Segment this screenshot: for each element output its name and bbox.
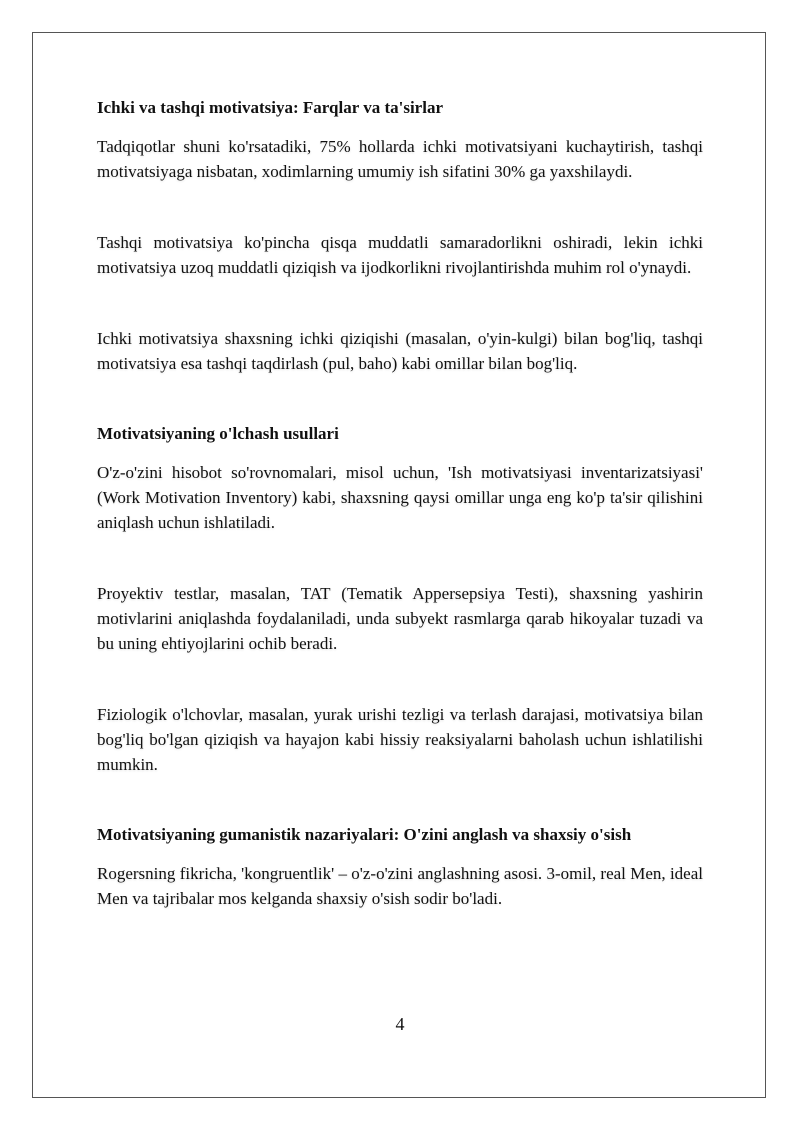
section-heading: Motivatsiyaning gumanistik nazariyalari: O'zini anglash va shaxsiy o'sish bbox=[97, 825, 632, 844]
paragraph: O'z-o'zini hisobot so'rovnomalari, misol uchun, 'Ish motivatsiyasi inventarizatsiyasi' (Work Motivation Inventory) kabi, shaxsning qaysi omillar unga eng ko'p ta'sir qilishini aniqlash uchun ishlatiladi. bbox=[97, 463, 703, 532]
paragraph: Ichki motivatsiya shaxsning ichki qiziqishi (masalan, o'yin-kulgi) bilan bog'liq, tashqi motivatsiya esa tashqi taqdirlash (pul, baho) kabi omillar bilan bog'liq. bbox=[97, 329, 703, 373]
section-humanistic-theories bbox=[97, 823, 703, 911]
document-body bbox=[97, 96, 703, 957]
paragraph: Tadqiqotlar shuni ko'rsatadiki, 75% hollarda ichki motivatsiyani kuchaytirish, tashqi motivatsiyaga nisbatan, xodimlarning umumiy ish sifatini 30% ga yaxshilaydi. bbox=[97, 137, 703, 181]
section-heading: Motivatsiyaning o'lchash usullari bbox=[97, 424, 339, 443]
paragraph: Fiziologik o'lchovlar, masalan, yurak urishi tezligi va terlash darajasi, motivatsiya bilan bog'liq bo'lgan qiziqish va hayajon kabi hissiy reaksiyalarni baholash uchun ishlatilishi mumkin. bbox=[97, 705, 703, 774]
section-measurement-methods bbox=[97, 422, 703, 777]
paragraph: Tashqi motivatsiya ko'pincha qisqa muddatli samaradorlikni oshiradi, lekin ichki motivatsiya uzoq muddatli qiziqish va ijodkorlikni rivojlantirishda muhim rol o'ynaydi. bbox=[97, 233, 703, 277]
section-intrinsic-extrinsic bbox=[97, 96, 703, 376]
paragraph: Rogersning fikricha, 'kongruentlik' – o'z-o'zini anglashning asosi. 3-omil, real Men, ideal Men va tajribalar mos kelganda shaxsiy o'sish sodir bo'ladi. bbox=[97, 864, 703, 908]
paragraph: Proyektiv testlar, masalan, TAT (Tematik Appersepsiya Testi), shaxsning yashirin motivlarini aniqlashda foydalaniladi, unda subyekt rasmlarga qarab hikoyalar tuzadi va bu uning ehtiyojlarini ochib beradi. bbox=[97, 584, 703, 653]
page-number: 4 bbox=[395, 1014, 405, 1034]
section-heading: Ichki va tashqi motivatsiya: Farqlar va ta'sirlar bbox=[97, 98, 443, 117]
